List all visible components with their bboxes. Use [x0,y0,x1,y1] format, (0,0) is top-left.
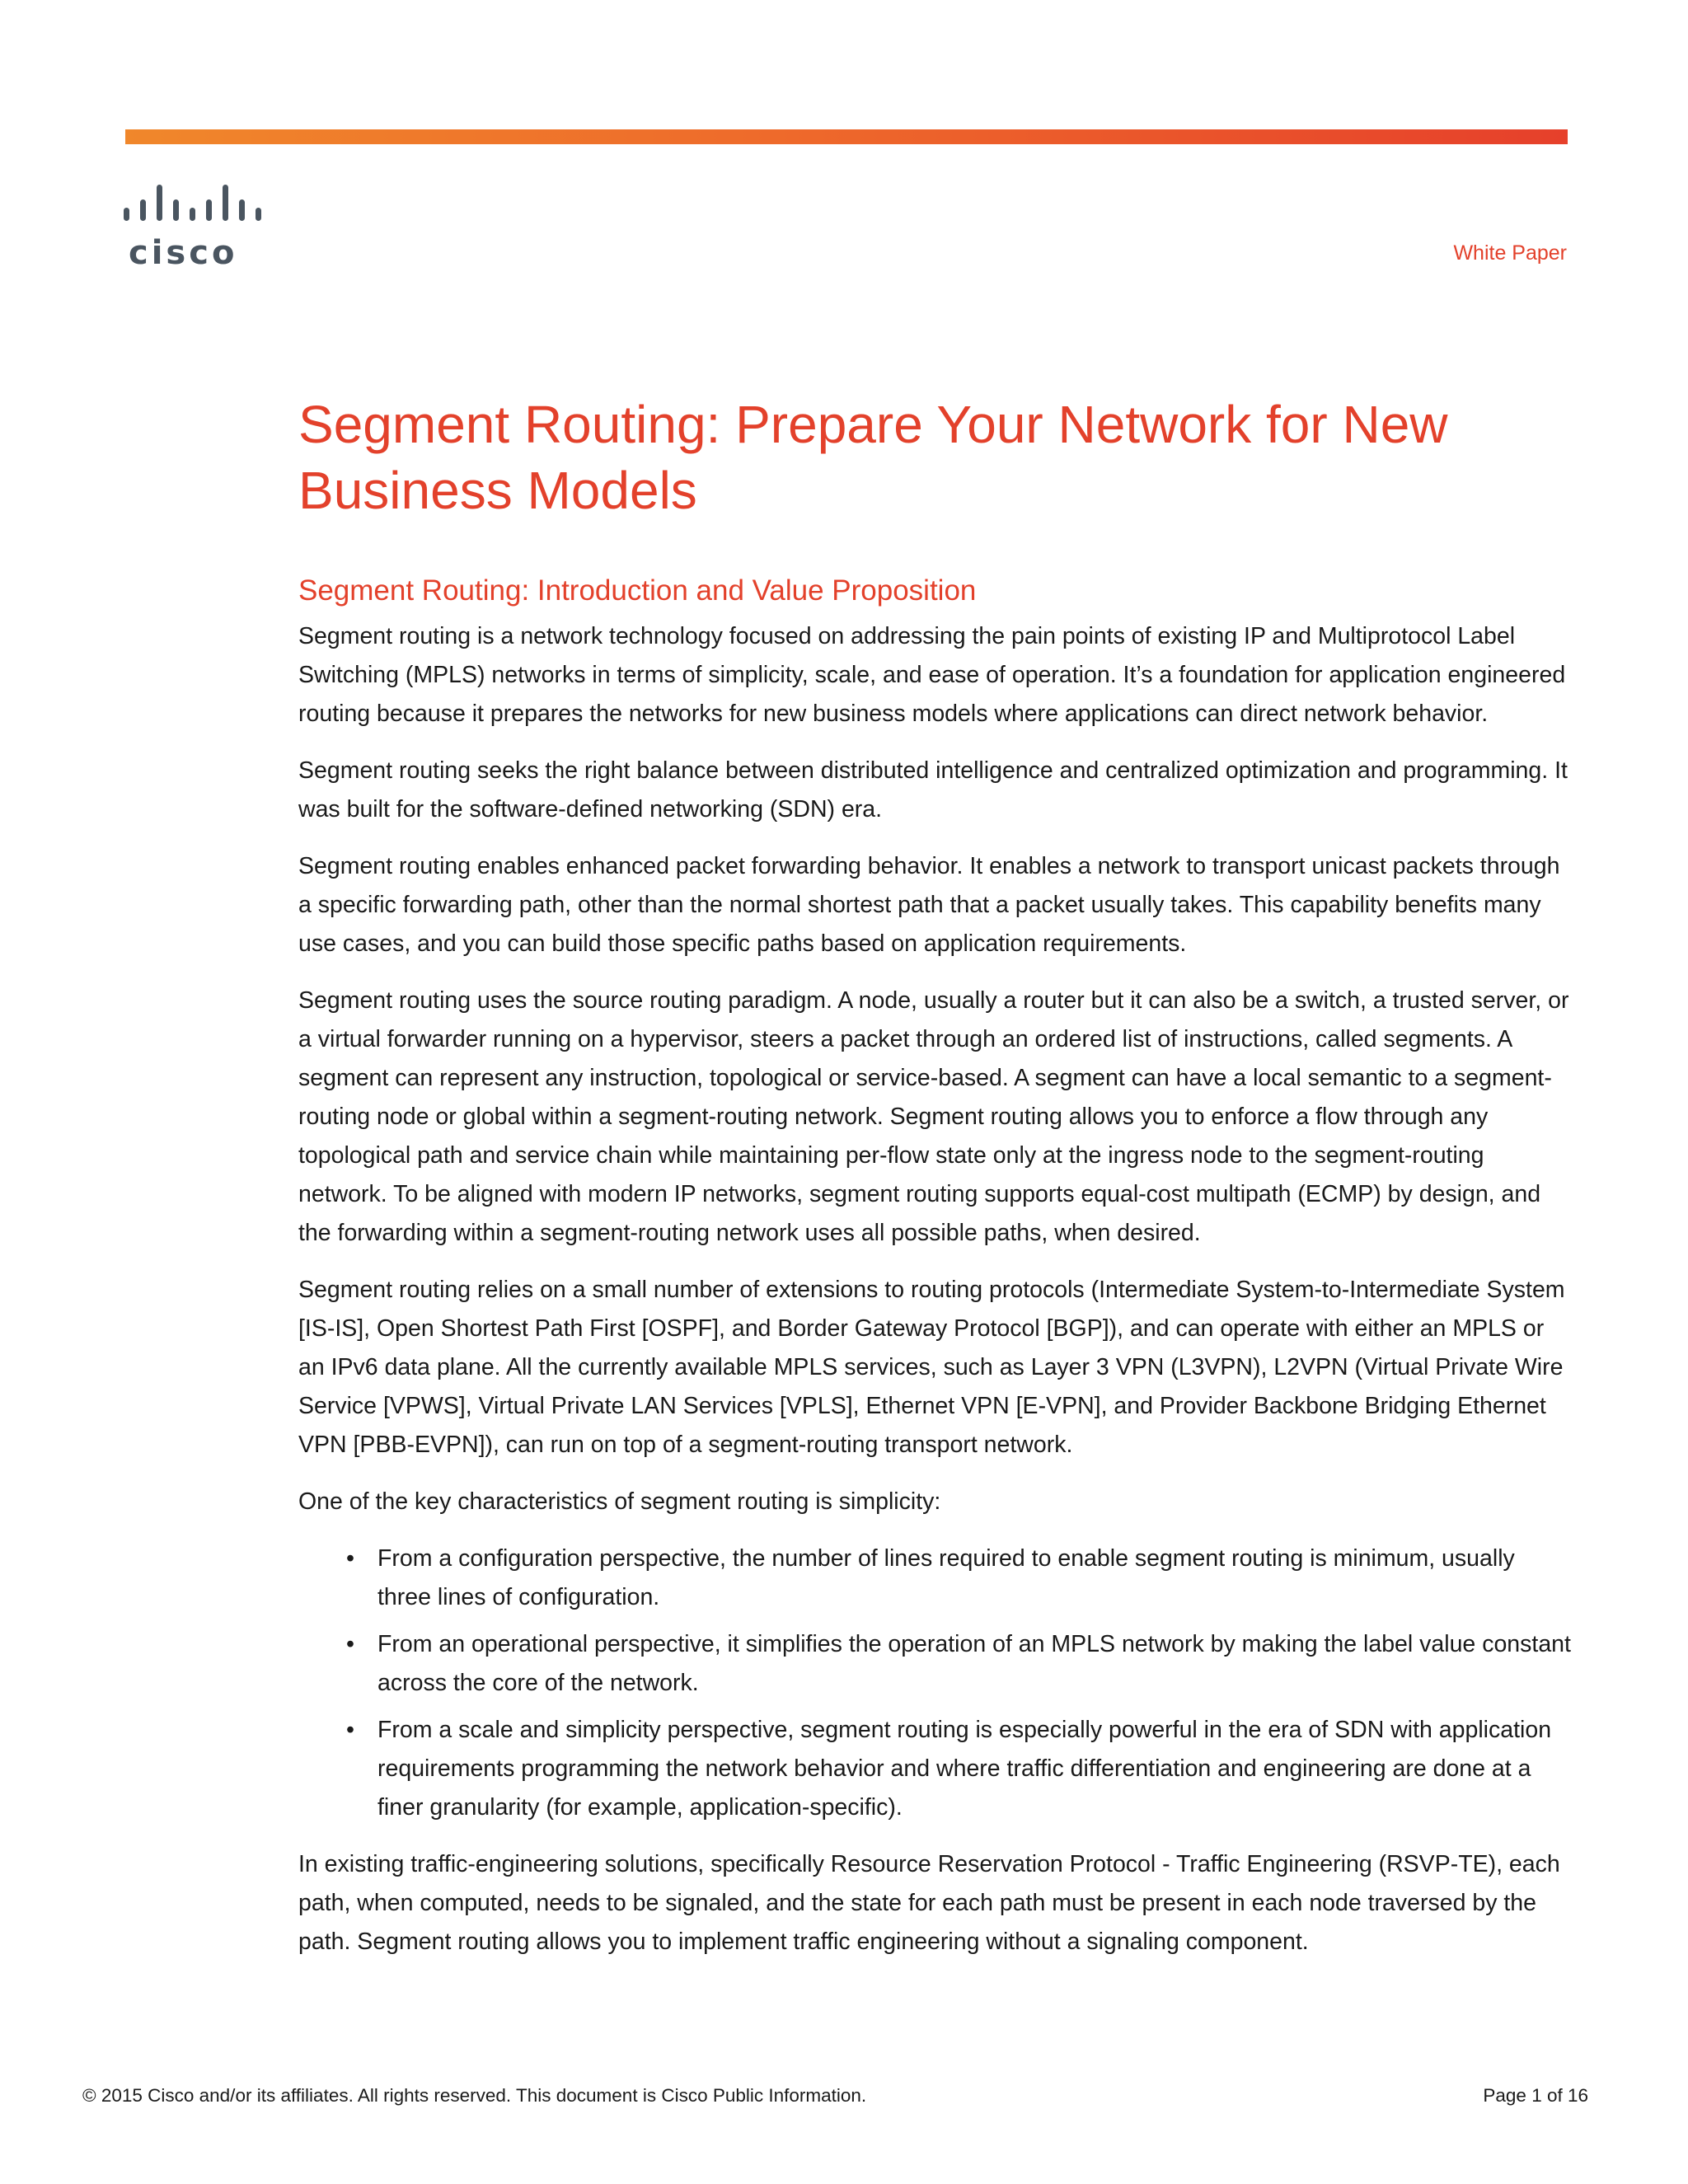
document-body [298,391,1572,1980]
bullet-text: From a scale and simplicity perspective, segment routing is especially powerful in the era of SDN with application requirements programming the network behavior and where traffic differentiation and engineering are done at a finer granularity (for example, application-specific). [377,1717,1552,1821]
cisco-logo [124,183,264,265]
cisco-logo-icon [124,183,264,265]
paragraph: One of the key characteristics of segment routing is simplicity: [298,1488,941,1515]
bullet-icon: • [346,1631,354,1657]
paragraph: In existing traffic-engineering solutions, specifically Resource Reservation Protocol - Traffic Engineering (RSVP-TE), each path, when computed, needs to be signaled, and the state for each path must be present in each node traversed by the path. Segment routing allows you to implement traffic engineering without a signaling component. [298,1851,1560,1955]
bullet-list [298,1540,1572,1827]
paragraph: Segment routing is a network technology focused on addressing the pain points of existing IP and Multiprotocol Label Switching (MPLS) networks in terms of simplicity, scale, and ease of operation. It’s a foundation for application engineered routing because it prepares the networks for new business models where applications can direct network behavior. [298,623,1566,727]
bullet-item [298,1711,1572,1827]
bullet-text: From a configuration perspective, the number of lines required to enable segment routing is minimum, usually three lines of configuration. [377,1545,1515,1610]
doc-type-label: White Paper [1453,241,1567,265]
header-accent-bar [125,129,1568,144]
section-heading: Segment Routing: Introduction and Value Proposition [298,574,977,607]
bullet-item [298,1540,1572,1617]
paragraph: Segment routing uses the source routing paradigm. A node, usually a router but it can also be a switch, a trusted server, or a virtual forwarder running on a hypervisor, steers a packet through an ordered list of instructions, called segments. A segment can represent any instruction, topological or service-based. A segment can have a local semantic to a segment-routing node or global within a segment-routing network. Segment routing allows you to enforce a flow through any topological path and service chain while maintaining per-flow state only at the ingress node to the segment-routing network. To be aligned with modern IP networks, segment routing supports equal-cost multipath (ECMP) by design, and the forwarding within a segment-routing network uses all possible paths, when desired. [298,987,1569,1246]
page-number: Page 1 of 16 [1483,2085,1588,2106]
footer-copyright: © 2015 Cisco and/or its affiliates. All rights reserved. This document is Cisco Public Information. [82,2085,867,2106]
bullet-item [298,1625,1572,1703]
bullet-text: From an operational perspective, it simplifies the operation of an MPLS network by making the label value constant across the core of the network. [377,1631,1571,1696]
paragraph: Segment routing seeks the right balance between distributed intelligence and centralized optimization and programming. It was built for the software-defined networking (SDN) era. [298,757,1568,823]
paragraph: Segment routing relies on a small number of extensions to routing protocols (Intermediate System-to-Intermediate System [IS-IS], Open Shortest Path First [OSPF], and Border Gateway Protocol [BGP]), and can operate with either an MPLS or an IPv6 data plane. All the currently available MPLS services, such as Layer 3 VPN (L3VPN), L2VPN (Virtual Private Wire Service [VPWS], Virtual Private LAN Services [VPLS], Ethernet VPN [E-VPN], and Provider Backbone Bridging Ethernet VPN [PBB-EVPN]), can run on top of a segment-routing transport network. [298,1277,1565,1458]
logo-wordmark: cisco [129,234,238,265]
bullet-icon: • [346,1717,354,1743]
document-title: Segment Routing: Prepare Your Network for New Business Models [298,395,1448,520]
bullet-icon: • [346,1545,354,1572]
paragraph: Segment routing enables enhanced packet forwarding behavior. It enables a network to transport unicast packets through a specific forwarding path, other than the normal shortest path that a packet usually takes. This capability benefits many use cases, and you can build those specific paths based on application requirements. [298,853,1560,957]
page-footer [82,2085,1588,2107]
